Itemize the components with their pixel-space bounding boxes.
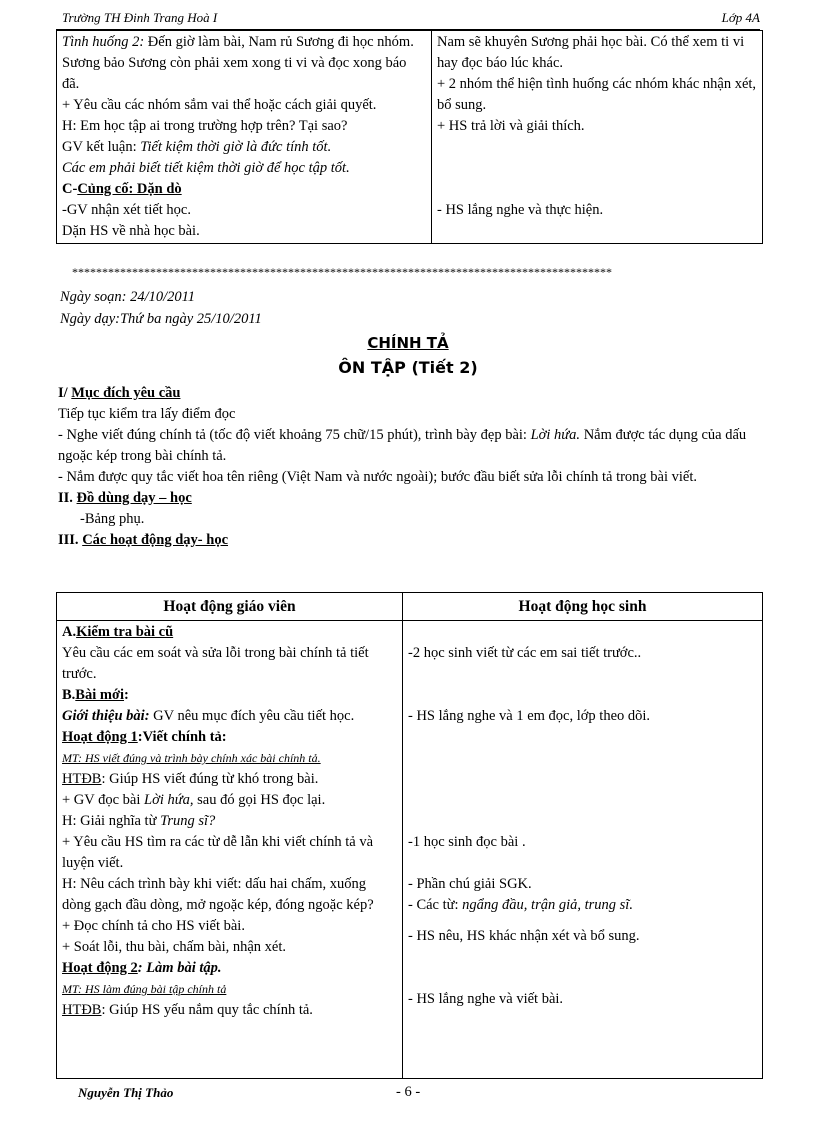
objectives-num: I/ — [58, 385, 72, 401]
section-b-heading — [62, 685, 397, 706]
htdb-1-text: : Giúp HS viết đúng từ khó trong bài. — [101, 771, 319, 787]
student-answer-line: Nam sẽ khuyên Sương phải học bài. Có thể xem ti vi hay đọc báo lúc khác. — [437, 34, 745, 71]
separator-stars: ****************************************************************************************** — [72, 265, 612, 279]
col-teacher-header: Hoạt động giáo viên — [57, 593, 403, 621]
student-line-5-a: - Các từ: — [408, 897, 463, 913]
teacher-line-3: + Yêu cầu HS tìm ra các từ dễ lẫn khi viết chính tả và luyện viết. — [62, 834, 374, 871]
activity-2-heading — [62, 958, 397, 979]
section-a-heading — [62, 622, 397, 643]
teacher-cell — [57, 621, 403, 1079]
homework-line: Dặn HS về nhà học bài. — [62, 223, 200, 239]
activity-1-label: Hoạt động 1 — [62, 729, 138, 745]
activity-2-objective: MT: HS làm đúng bài tập chính tả — [62, 982, 227, 996]
activity-2-label: Hoạt động 2 — [62, 960, 138, 976]
section-c-title: Củng cố: Dặn dò — [77, 181, 182, 197]
teacher-line-5: + Đọc chính tả cho HS viết bài. — [62, 918, 245, 934]
section-a-prefix: A. — [62, 624, 77, 640]
header-class: Lớp 4A — [721, 10, 760, 25]
student-line-6: - HS nêu, HS khác nhận xét và bổ sung. — [408, 928, 640, 944]
objective-2-a: - Nghe viết đúng chính tả (tốc độ viết khoảng 75 chữ/15 phút), trình bày đẹp bài: — [58, 427, 531, 443]
gv-text-2: Các em phải biết tiết kiệm thời giờ để học tập tốt. — [62, 160, 350, 176]
teacher-line-1-b: Lời hứa, — [144, 792, 194, 808]
section-b-prefix: B. — [62, 687, 76, 703]
section-c-heading — [62, 179, 426, 200]
date-taught: Ngày dạy:Thứ ba ngày 25/10/2011 — [60, 311, 262, 327]
section-b-colon: : — [124, 687, 129, 703]
section-c-prefix: C- — [62, 181, 78, 197]
student-line-1: -2 học sinh viết từ các em sai tiết trước.. — [408, 645, 642, 661]
student-group-line: + 2 nhóm thể hiện tình huống các nhóm khác nhận xét, bổ sung. — [437, 76, 757, 113]
activity-1-objective: MT: HS viết đúng và trình bày chính xác bài chính tả. — [62, 751, 321, 765]
col-student-header: Hoạt động học sinh — [403, 593, 763, 621]
lesson-title: ÔN TẬP (Tiết 2) — [338, 358, 478, 377]
htdb-2-text: : Giúp HS yếu nắm quy tắc chính tả. — [101, 1002, 313, 1018]
activity-2-text: : Làm bài tập. — [137, 960, 222, 976]
section-a-text: Yêu cầu các em soát và sửa lỗi trong bài chính tả tiết trước. — [62, 645, 369, 682]
situation-label: Tình huống 2: — [62, 34, 145, 50]
continuation-teacher-cell — [57, 31, 432, 244]
date-prepared: Ngày soạn: 24/10/2011 — [60, 289, 196, 305]
continuation-table — [56, 30, 763, 244]
teacher-line-1 — [62, 790, 397, 811]
question-line: H: Em học tập ai trong trường hợp trên? Tại sao? — [62, 118, 348, 134]
materials-title: Đồ dùng dạy – học — [76, 490, 192, 506]
teacher-line-1-a: + GV đọc bài — [62, 792, 145, 808]
roleplay-line: + Yêu cầu các nhóm sắm vai thể hoặc cách giải quyết. — [62, 97, 377, 113]
objectives-title: Mục đích yêu cầu — [71, 385, 181, 401]
gv-conclusion — [62, 137, 426, 158]
section-a-title: Kiểm tra bài cũ — [76, 624, 174, 640]
objective-3: - Nắm được quy tắc viết hoa tên riêng (Việt Nam và nước ngoài); bước đầu biết sửa lỗi chính tả trong bài viết. — [58, 469, 698, 485]
subject-title: CHÍNH TẢ — [367, 334, 449, 352]
htdb-1-label: HTĐB — [62, 771, 102, 787]
objective-1: Tiếp tục kiểm tra lấy điểm đọc — [58, 406, 236, 422]
activity-2-support — [62, 1000, 397, 1021]
student-line-5 — [408, 895, 757, 916]
page-number: - 6 - — [396, 1084, 421, 1100]
teacher-line-1-c: sau đó gọi HS đọc lại. — [193, 792, 326, 808]
student-cell — [403, 621, 763, 1079]
objective-2 — [58, 425, 770, 467]
materials-line: -Bảng phụ. — [80, 511, 145, 527]
teacher-line-6: + Soát lỗi, thu bài, chấm bài, nhận xét. — [62, 939, 287, 955]
situation-text: Đến giờ làm bài, Nam rủ Sương đi học nhóm. Sương bảo Sương còn phải xem xong ti vi và đọc xong báo đã. — [62, 34, 414, 92]
header-school: Trường TH Đinh Trang Hoà I — [62, 10, 218, 25]
student-line-7: - HS lắng nghe và viết bài. — [408, 991, 564, 1007]
activity-1-heading — [62, 727, 397, 748]
student-line-3: -1 học sinh đọc bài . — [408, 834, 526, 850]
review-line: -GV nhận xét tiết học. — [62, 202, 191, 218]
objectives-heading — [58, 383, 770, 404]
footer-author: Nguyễn Thị Thảo — [78, 1085, 174, 1100]
gv-label: GV kết luận: — [62, 139, 141, 155]
student-reply-line: + HS trả lời và giải thích. — [437, 118, 585, 134]
activity-1-support — [62, 769, 397, 790]
teacher-line-2-b: Trung sĩ? — [160, 813, 216, 829]
activities-num: III. — [58, 532, 83, 548]
teacher-line-4: H: Nêu cách trình bày khi viết: dấu hai chấm, xuống dòng gạch đầu dòng, mở ngoặc kép, đóng ngoặc kép? — [62, 876, 374, 913]
gv-text: Tiết kiệm thời giờ là đức tính tốt. — [140, 139, 332, 155]
student-line-5-b: ngẩng đầu, trận giả, trung sĩ. — [462, 897, 633, 913]
htdb-2-label: HTĐB — [62, 1002, 102, 1018]
student-line-2: - HS lắng nghe và 1 em đọc, lớp theo dõi. — [408, 708, 651, 724]
activities-title: Các hoạt động dạy- học — [82, 532, 229, 548]
objective-2-b: Lời hứa. — [530, 427, 581, 443]
teacher-line-2 — [62, 811, 397, 832]
section-b-title: Bài mới — [75, 687, 125, 703]
materials-heading — [58, 488, 770, 509]
continuation-student-cell — [432, 31, 763, 244]
intro-paragraph — [62, 706, 397, 727]
student-line-4: - Phần chú giải SGK. — [408, 876, 532, 892]
objectives-section — [58, 383, 770, 551]
activities-table — [56, 592, 763, 1079]
objective-2-c: Nắm được tác dụng của dấu ngoặc kép trong bài chính tả. — [58, 427, 747, 464]
teacher-line-2-a: H: Giải nghĩa từ — [62, 813, 161, 829]
situation-paragraph — [62, 32, 426, 95]
intro-label: Giới thiệu bài: — [62, 708, 150, 724]
activity-1-text: :Viết chính tả: — [137, 729, 227, 745]
materials-num: II. — [58, 490, 77, 506]
student-listen-line: - HS lắng nghe và thực hiện. — [437, 202, 604, 218]
activities-heading — [58, 530, 770, 551]
intro-text: GV nêu mục đích yêu cầu tiết học. — [149, 708, 355, 724]
